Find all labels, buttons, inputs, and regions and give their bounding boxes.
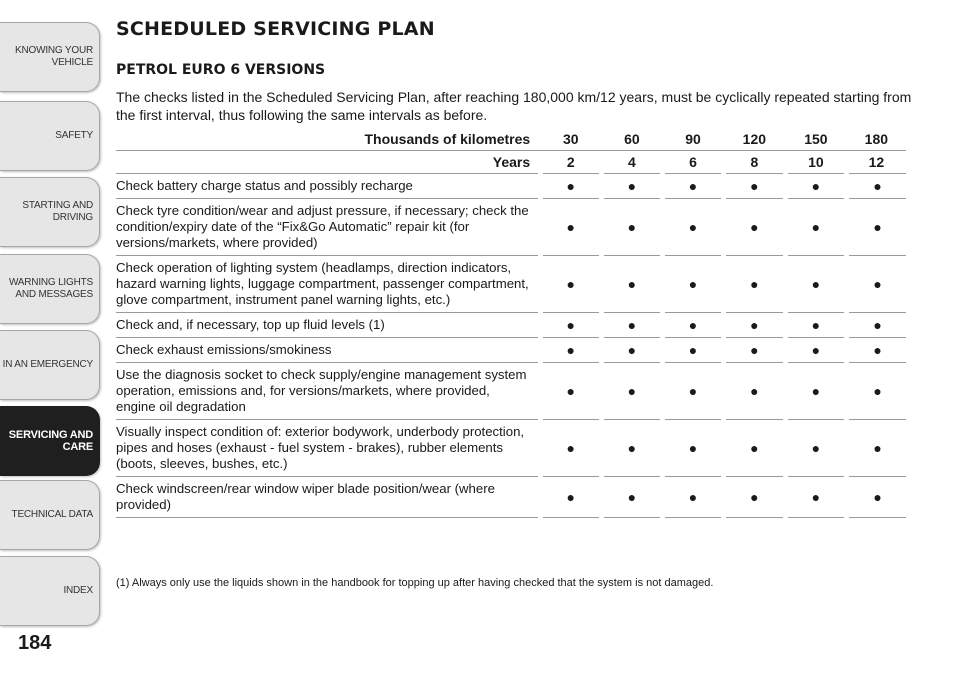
check-mark-dot: ● [811,488,821,505]
interval-cell [662,313,723,338]
tab-technical-data[interactable]: TECHNICAL DATA [0,480,100,550]
page-title: SCHEDULED SERVICING PLAN [116,18,435,40]
interval-cell [662,363,723,420]
check-mark-dot: ● [566,177,575,194]
check-mark-dot: ● [566,341,575,358]
check-mark-dot: ● [688,382,698,399]
interval-cell [785,363,847,420]
interval-cell [847,338,906,363]
km-value: 180 [847,128,906,151]
check-mark-dot: ● [627,218,637,235]
interval-cell [601,363,662,420]
tab-in-an-emergency[interactable]: IN AN EMERGENCY [0,330,100,400]
km-value: 60 [601,128,662,151]
interval-cell [847,199,906,256]
check-mark-dot: ● [688,177,698,194]
interval-cell [785,338,847,363]
check-mark-dot: ● [627,316,637,333]
interval-cell [540,420,601,477]
servicing-plan-table [116,128,906,518]
interval-cell [724,363,786,420]
interval-cell [540,338,601,363]
check-mark-dot: ● [811,316,821,333]
interval-cell [662,338,723,363]
intro-paragraph: The checks listed in the Scheduled Servicing Plan, after reaching 180,000 km/12 years, must be cyclically repeated starting from the first interval, thus following the same intervals as before. [116,89,912,123]
check-mark-dot: ● [627,275,637,292]
interval-cell [601,420,662,477]
check-description: Visually inspect condition of: exterior bodywork, underbody protection, pipes and hoses (exhaust - fuel system - brakes), rubber elements (boots, sleeves, bushes, etc.) [116,420,540,477]
interval-cell [662,477,723,518]
table-row [116,420,906,477]
table-row [116,363,906,420]
check-mark-dot: ● [750,341,759,358]
check-mark-dot: ● [873,439,882,456]
interval-cell [785,199,847,256]
interval-cell [601,338,662,363]
check-mark-dot: ● [566,439,575,456]
check-mark-dot: ● [873,275,882,292]
check-mark-dot: ● [627,177,637,194]
interval-cell [601,313,662,338]
check-mark-dot: ● [811,177,821,194]
interval-cell [540,256,601,313]
interval-cell [847,477,906,518]
interval-cell [662,199,723,256]
year-value: 6 [662,151,723,174]
check-mark-dot: ● [688,341,698,358]
year-value: 2 [540,151,601,174]
interval-cell [847,420,906,477]
interval-cell [662,256,723,313]
tab-starting-and-driving[interactable]: STARTING AND DRIVING [0,177,100,247]
check-description: Check windscreen/rear window wiper blade position/wear (where provided) [116,477,540,518]
footnote: (1) Always only use the liquids shown in the handbook for topping up after having checked that the system is not damaged. [116,577,714,589]
check-mark-dot: ● [750,177,759,194]
interval-cell [724,420,786,477]
interval-cell [724,174,786,199]
check-description: Check tyre condition/wear and adjust pressure, if necessary; check the condition/expiry date of the “Fix&Go Automatic” repair kit (for versions/markets, where provided) [116,199,540,256]
interval-cell [540,363,601,420]
interval-cell [601,174,662,199]
interval-cell [601,477,662,518]
check-mark-dot: ● [750,316,759,333]
interval-cell [540,477,601,518]
interval-cell [540,313,601,338]
interval-cell [847,313,906,338]
table-row [116,477,906,518]
interval-cell [785,256,847,313]
years-label: Years [116,151,540,174]
check-mark-dot: ● [688,275,698,292]
check-description: Check battery charge status and possibly recharge [116,174,540,199]
section-subtitle: PETROL EURO 6 VERSIONS [116,62,326,78]
tab-servicing-and-care[interactable]: SERVICING AND CARE [0,406,100,476]
km-value: 150 [785,128,847,151]
check-mark-dot: ● [750,218,759,235]
check-description: Check and, if necessary, top up fluid levels (1) [116,313,540,338]
check-description: Check operation of lighting system (headlamps, direction indicators, hazard warning lights, luggage compartment, passenger compartment, glove compartment, instrument panel warning lights, etc.) [116,256,540,313]
check-mark-dot: ● [566,316,575,333]
interval-cell [785,420,847,477]
check-mark-dot: ● [688,488,698,505]
table-row [116,313,906,338]
check-mark-dot: ● [811,341,821,358]
check-mark-dot: ● [627,439,637,456]
tab-knowing-your-vehicle[interactable]: KNOWING YOUR VEHICLE [0,22,100,92]
check-mark-dot: ● [627,488,637,505]
interval-cell [540,199,601,256]
check-mark-dot: ● [750,488,759,505]
check-mark-dot: ● [873,218,882,235]
check-mark-dot: ● [566,488,575,505]
table-row [116,174,906,199]
km-value: 90 [662,128,723,151]
check-mark-dot: ● [627,382,637,399]
check-mark-dot: ● [873,316,882,333]
year-value: 12 [847,151,906,174]
check-mark-dot: ● [873,177,882,194]
interval-cell [785,477,847,518]
interval-cell [662,174,723,199]
interval-cell [662,420,723,477]
check-mark-dot: ● [811,382,821,399]
kilometres-label: Thousands of kilometres [116,128,540,151]
check-mark-dot: ● [750,382,759,399]
interval-cell [724,477,786,518]
tab-index[interactable]: INDEX [0,556,100,626]
interval-cell [540,174,601,199]
check-mark-dot: ● [566,218,575,235]
year-value: 8 [724,151,786,174]
km-value: 30 [540,128,601,151]
check-mark-dot: ● [566,275,575,292]
year-value: 10 [785,151,847,174]
year-value: 4 [601,151,662,174]
check-mark-dot: ● [688,439,698,456]
check-mark-dot: ● [688,218,698,235]
tab-safety[interactable]: SAFETY [0,101,100,171]
check-mark-dot: ● [566,382,575,399]
interval-cell [847,363,906,420]
tab-warning-lights-and-messages[interactable]: WARNING LIGHTS AND MESSAGES [0,254,100,324]
check-mark-dot: ● [873,382,882,399]
interval-cell [724,199,786,256]
years-header-row [116,151,906,174]
kilometres-header-row [116,128,906,151]
km-value: 120 [724,128,786,151]
interval-cell [601,199,662,256]
table-row [116,199,906,256]
check-mark-dot: ● [811,439,821,456]
check-description: Check exhaust emissions/smokiness [116,338,540,363]
interval-cell [785,313,847,338]
interval-cell [724,256,786,313]
check-mark-dot: ● [811,218,821,235]
page-number: 184 [18,632,52,654]
check-mark-dot: ● [873,341,882,358]
check-mark-dot: ● [811,275,821,292]
interval-cell [847,256,906,313]
check-mark-dot: ● [688,316,698,333]
check-mark-dot: ● [627,341,637,358]
interval-cell [601,256,662,313]
interval-cell [724,338,786,363]
interval-cell [847,174,906,199]
check-mark-dot: ● [873,488,882,505]
check-description: Use the diagnosis socket to check supply/engine management system operation, emissions and, for versions/markets, where provided, engine oil degradation [116,363,540,420]
interval-cell [785,174,847,199]
interval-cell [724,313,786,338]
table-row [116,256,906,313]
check-mark-dot: ● [750,275,759,292]
table-row [116,338,906,363]
check-mark-dot: ● [750,439,759,456]
